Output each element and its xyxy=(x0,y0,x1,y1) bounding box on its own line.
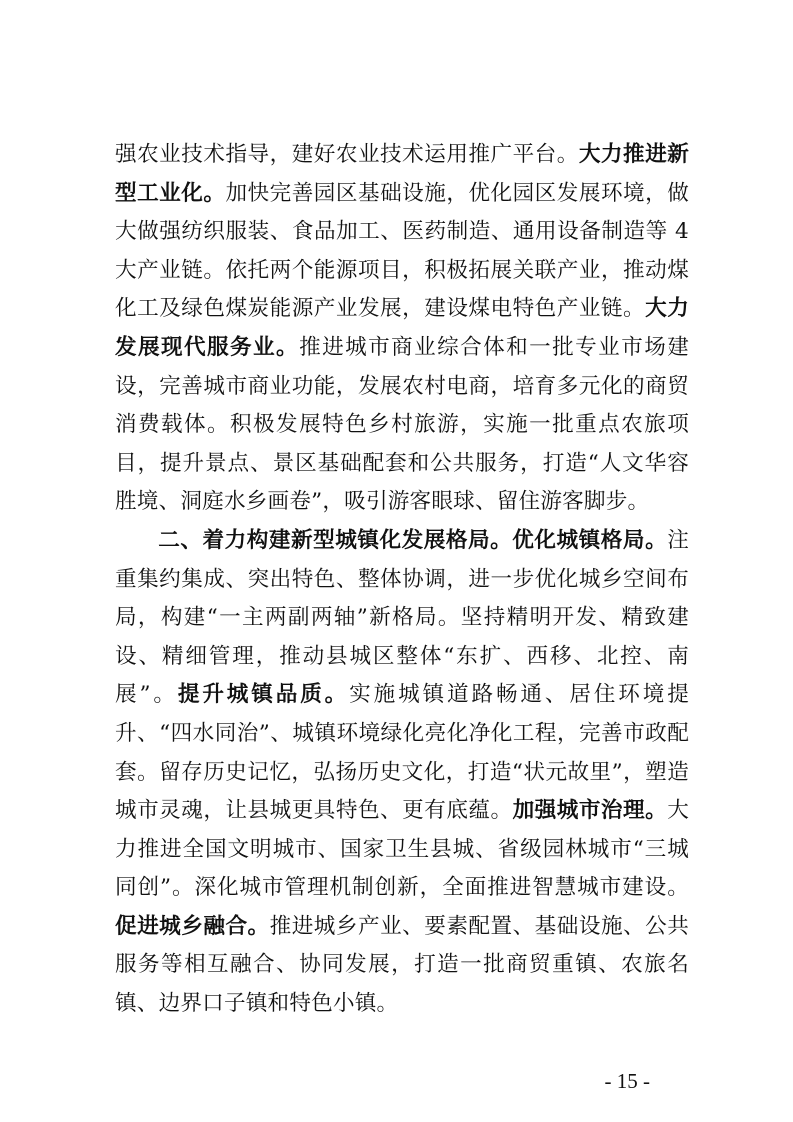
heading-run: 促进城乡融合。 xyxy=(115,913,270,939)
text-run: 大力推进全国文明城市、国家卫生县城、省级园林城市“三城同创”。深化城市管理机制创新，全面推进智慧城市建设。 xyxy=(115,798,689,901)
text-run: 推进城市商业综合体和一批专业市场建设，完善城市商业功能，发展农村电商，培育多元化的商贸消费载体。积极发展特色乡村旅游，实施一批重点农旅项目，提升景点、景区基础配套和公共服务，打造“人文华容胜境、洞庭水乡画卷”，吸引游客眼球、留住游客脚步。 xyxy=(115,334,689,515)
text-run: 注重集约集成、突出特色、整体协调，进一步优化城乡空间布局，构建“一主两副两轴”新格局。坚持精明开发、精致建设、精细管理，推动县城区整体“东扩、西移、北控、南展”。 xyxy=(115,527,689,708)
heading-run: 优化城镇格局。 xyxy=(512,527,668,553)
paragraph-industry-services xyxy=(115,136,689,522)
section-heading: 二、着力构建新型城镇化发展格局。 xyxy=(158,527,513,553)
heading-run: 提升城镇品质。 xyxy=(177,682,350,708)
text-run: 推进城乡产业、要素配置、基础设施、公共服务等相互融合、协同发展，打造一批商贸重镇、农旅名镇、边界口子镇和特色小镇。 xyxy=(115,913,689,1017)
text-run: 强农业技术指导，建好农业技术运用推广平台。 xyxy=(115,142,579,167)
heading-run: 大力发展现代服务业。 xyxy=(115,296,689,360)
heading-run: 加强城市治理。 xyxy=(512,798,668,824)
paragraph-urbanization xyxy=(115,522,689,1024)
heading-run: 大力推进新型工业化。 xyxy=(115,142,689,206)
text-run: 加快完善园区基础设施，优化园区发展环境，做大做强纺织服装、食品加工、医药制造、通用设备制造等 4 大产业链。依托两个能源项目，积极拓展关联产业，推动煤化工及绿色煤炭能源产业发展，建设煤电特色产业链。 xyxy=(115,180,689,322)
document-body xyxy=(115,136,689,1024)
page-number: - 15 - xyxy=(604,1069,650,1093)
text-run: 实施城镇道路畅通、居住环境提升、“四水同治”、城镇环境绿化亮化净化工程，完善市政配套。留存历史记忆，弘扬历史文化，打造“状元故里”，塑造城市灵魂，让县城更具特色、更有底蕴。 xyxy=(115,682,690,824)
